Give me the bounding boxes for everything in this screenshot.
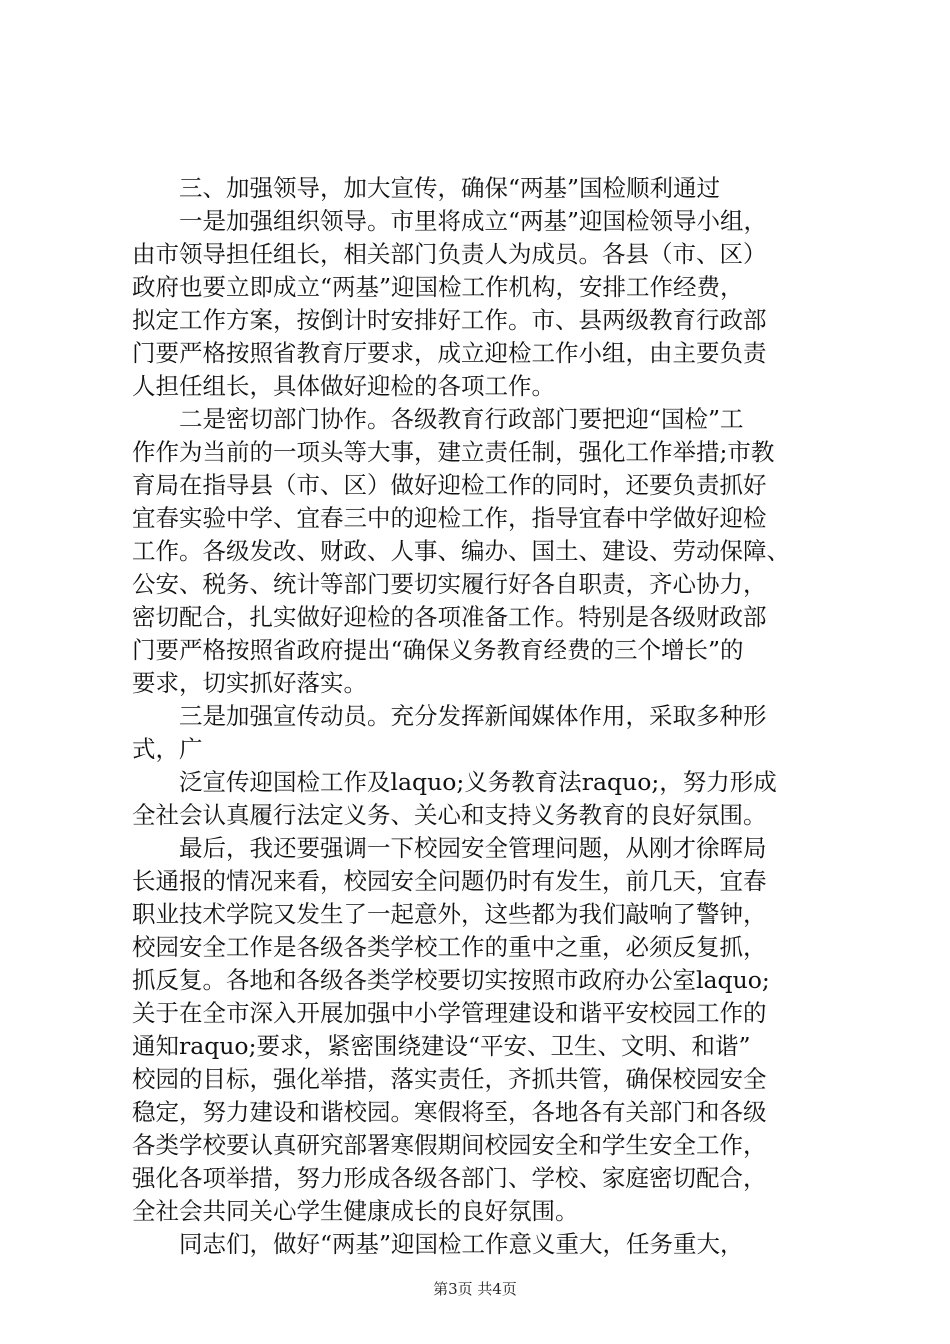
text-line: 人担任组长，具体做好迎检的各项工作。 bbox=[132, 372, 555, 400]
text-line: 最后，我还要强调一下校园安全管理问题，从刚才徐晖局 bbox=[132, 834, 767, 862]
text-line: 泛宣传迎国检工作及laquo;义务教育法raquo;，努力形成 bbox=[132, 768, 777, 796]
text-line: 长通报的情况来看，校园安全问题仍时有发生，前几天，宜春 bbox=[132, 867, 767, 895]
text-line: 工作。各级发改、财政、人事、编办、国土、建设、劳动保障、 bbox=[132, 537, 790, 565]
text-line: 宜春实验中学、宜春三中的迎检工作，指导宜春中学做好迎检 bbox=[132, 504, 767, 532]
text-line: 门要严格按照省政府提出“确保义务教育经费的三个增长”的 bbox=[132, 636, 744, 664]
text-line: 拟定工作方案，按倒计时安排好工作。市、县两级教育行政部 bbox=[132, 306, 767, 334]
text-line: 校园安全工作是各级各类学校工作的重中之重，必须反复抓， bbox=[132, 933, 767, 961]
text-line: 作作为当前的一项头等大事，建立责任制，强化工作举措;市教 bbox=[132, 438, 775, 466]
text-line: 职业技术学院又发生了一起意外，这些都为我们敲响了警钟， bbox=[132, 900, 767, 928]
page-number-label: 第3页 共4页 bbox=[433, 1280, 517, 1298]
text-line: 抓反复。各地和各级各类学校要切实按照市政府办公室laquo; bbox=[132, 966, 770, 994]
text-line: 校园的目标，强化举措，落实责任，齐抓共管，确保校园安全 bbox=[132, 1065, 767, 1093]
text-line: 强化各项举措，努力形成各级各部门、学校、家庭密切配合， bbox=[132, 1164, 767, 1192]
text-line: 一是加强组织领导。市里将成立“两基”迎国检领导小组， bbox=[132, 207, 768, 235]
page-footer bbox=[0, 1279, 950, 1299]
text-line: 通知raquo;要求，紧密围绕建设“平安、卫生、文明、和谐” bbox=[132, 1032, 751, 1060]
text-line: 要求，切实抓好落实。 bbox=[132, 669, 367, 697]
text-line: 育局在指导县（市、区）做好迎检工作的同时，还要负责抓好 bbox=[132, 471, 767, 499]
text-line: 三是加强宣传动员。充分发挥新闻媒体作用，采取多种形 bbox=[132, 702, 767, 730]
text-line: 门要严格按照省教育厅要求，成立迎检工作小组，由主要负责 bbox=[132, 339, 767, 367]
text-line: 同志们，做好“两基”迎国检工作意义重大，任务重大， bbox=[132, 1230, 744, 1258]
text-line: 公安、税务、统计等部门要切实履行好各自职责，齐心协力， bbox=[132, 570, 767, 598]
text-line: 全社会共同关心学生健康成长的良好氛围。 bbox=[132, 1197, 579, 1225]
text-line: 密切配合，扎实做好迎检的各项准备工作。特别是各级财政部 bbox=[132, 603, 767, 631]
text-line: 式，广 bbox=[132, 735, 203, 763]
text-line: 三、加强领导，加大宣传，确保“两基”国检顺利通过 bbox=[132, 174, 721, 202]
text-line: 全社会认真履行法定义务、关心和支持义务教育的良好氛围。 bbox=[132, 801, 767, 829]
text-line: 由市领导担任组长，相关部门负责人为成员。各县（市、区） bbox=[132, 240, 767, 268]
text-line: 稳定，努力建设和谐校园。寒假将至，各地各有关部门和各级 bbox=[132, 1098, 767, 1126]
text-line: 政府也要立即成立“两基”迎国检工作机构，安排工作经费， bbox=[132, 273, 744, 301]
text-line: 关于在全市深入开展加强中小学管理建设和谐平安校园工作的 bbox=[132, 999, 767, 1027]
text-line: 二是密切部门协作。各级教育行政部门要把迎“国检”工 bbox=[132, 405, 744, 433]
text-line: 各类学校要认真研究部署寒假期间校园安全和学生安全工作， bbox=[132, 1131, 767, 1159]
